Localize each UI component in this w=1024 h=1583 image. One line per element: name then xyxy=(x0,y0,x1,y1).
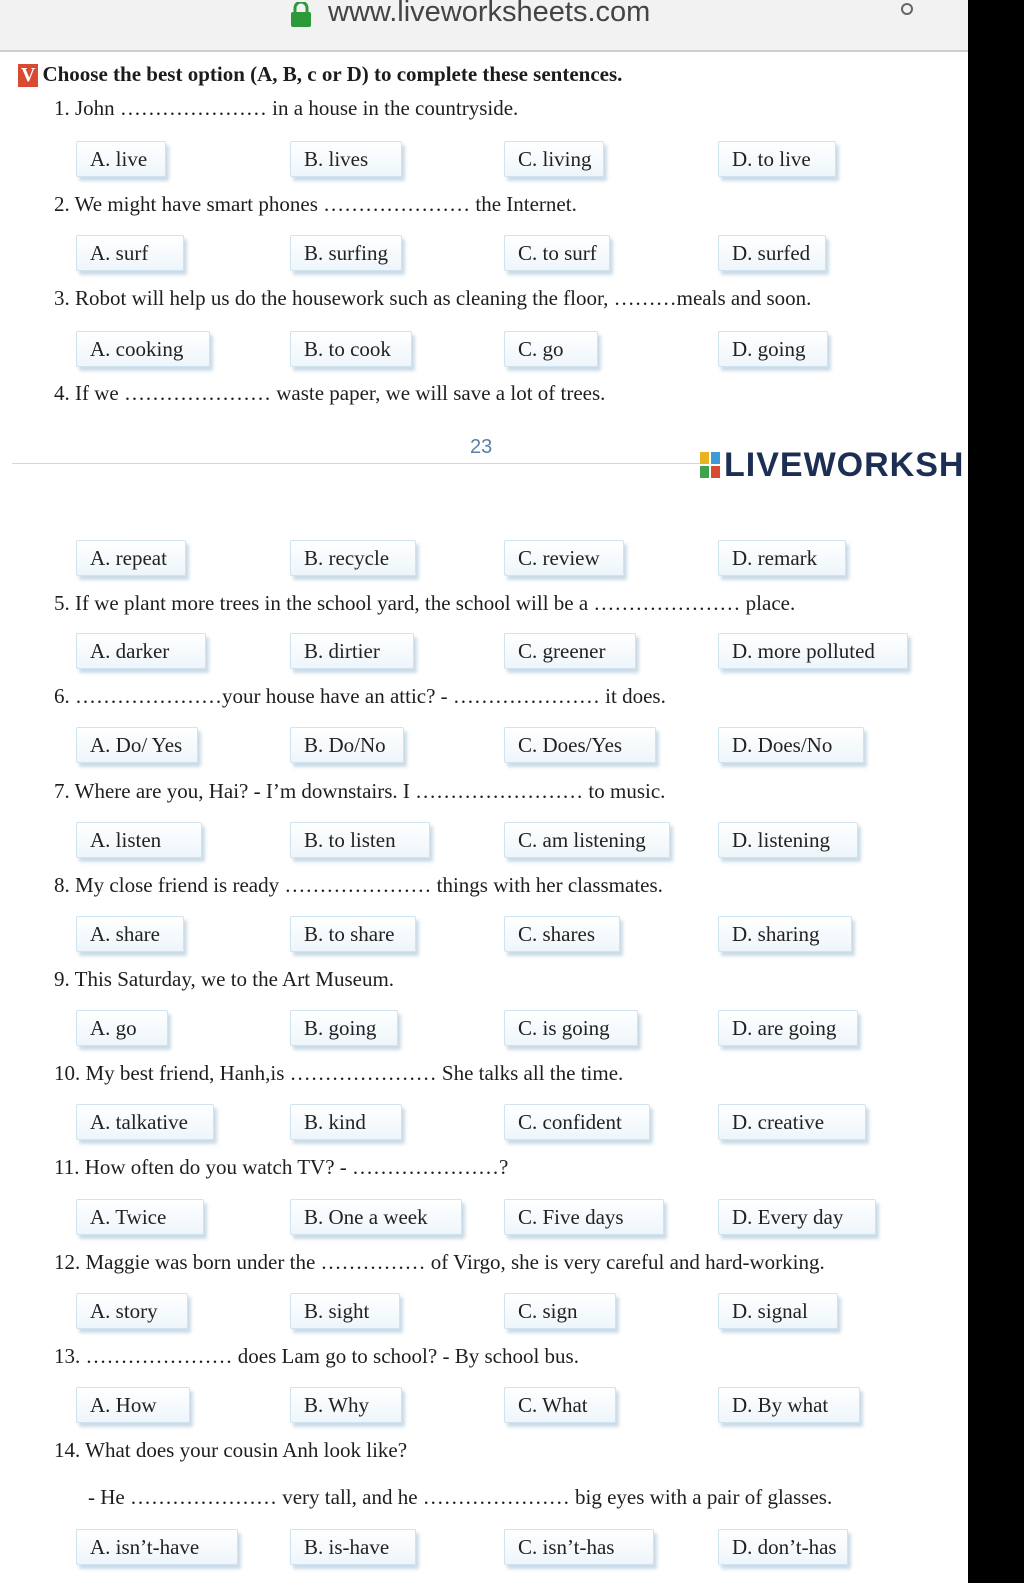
question-2-option-d[interactable]: D. surfed xyxy=(718,235,826,271)
question-10-option-b[interactable]: B. kind xyxy=(290,1104,402,1140)
lock-icon xyxy=(288,2,314,33)
question-5-option-b[interactable]: B. dirtier xyxy=(290,633,414,669)
question-10-option-c[interactable]: C. confident xyxy=(504,1104,650,1140)
question-3-option-c[interactable]: C. go xyxy=(504,331,598,367)
page-number: 23 xyxy=(470,436,493,458)
question-13-option-c[interactable]: C. What xyxy=(504,1387,616,1423)
section-number: V xyxy=(18,64,38,87)
question-14-line-2: - He ………………… very tall, and he ………………… big eyes with a pair of glasses. xyxy=(88,1485,833,1509)
question-7-option-c[interactable]: C. am listening xyxy=(504,822,670,858)
question-14-option-b[interactable]: B. is-have xyxy=(290,1529,416,1565)
question-5-option-d[interactable]: D. more polluted xyxy=(718,633,908,669)
question-10-option-d[interactable]: D. creative xyxy=(718,1104,866,1140)
question-6-option-c[interactable]: C. Does/Yes xyxy=(504,727,656,763)
question-6-option-b[interactable]: B. Do/No xyxy=(290,727,404,763)
question-13-option-d[interactable]: D. By what xyxy=(718,1387,860,1423)
question-3: 3. Robot will help us do the housework such as cleaning the floor, ………meals and soon. xyxy=(54,286,812,310)
question-13: 13. ………………… does Lam go to school? - By school bus. xyxy=(54,1344,579,1368)
question-14-option-c[interactable]: C. isn’t-has xyxy=(504,1529,654,1565)
question-4-option-d[interactable]: D. remark xyxy=(718,540,846,576)
question-14-option-a[interactable]: A. isn’t-have xyxy=(76,1529,238,1565)
question-3-option-d[interactable]: D. going xyxy=(718,331,828,367)
question-4: 4. If we ………………… waste paper, we will save a lot of trees. xyxy=(54,381,606,405)
question-5: 5. If we plant more trees in the school yard, the school will be a ………………… place. xyxy=(54,591,796,615)
question-1: 1. John ………………… in a house in the countryside. xyxy=(54,96,519,120)
question-1-option-d[interactable]: D. to live xyxy=(718,141,836,177)
question-11: 11. How often do you watch TV? - …………………? xyxy=(54,1155,509,1179)
question-8-option-c[interactable]: C. shares xyxy=(504,916,620,952)
question-9-option-d[interactable]: D. are going xyxy=(718,1010,858,1046)
page-divider xyxy=(12,463,702,464)
question-8: 8. My close friend is ready ………………… things with her classmates. xyxy=(54,873,663,897)
url-text[interactable]: www.liveworksheets.com xyxy=(328,0,651,28)
brand-banner xyxy=(700,446,964,485)
question-12-option-a[interactable]: A. story xyxy=(76,1293,188,1329)
question-9-option-c[interactable]: C. is going xyxy=(504,1010,638,1046)
question-5-option-c[interactable]: C. greener xyxy=(504,633,636,669)
section-instruction: Choose the best option (A, B, c or D) to complete these sentences. xyxy=(42,62,623,86)
question-11-option-b[interactable]: B. One a week xyxy=(290,1199,462,1235)
menu-dot-icon[interactable] xyxy=(901,3,913,15)
question-14: 14. What does your cousin Anh look like? xyxy=(54,1438,408,1462)
question-12-option-d[interactable]: D. signal xyxy=(718,1293,838,1329)
question-11-option-a[interactable]: A. Twice xyxy=(76,1199,204,1235)
question-9-option-a[interactable]: A. go xyxy=(76,1010,168,1046)
question-12-option-b[interactable]: B. sight xyxy=(290,1293,400,1329)
question-8-option-d[interactable]: D. sharing xyxy=(718,916,852,952)
question-11-option-d[interactable]: D. Every day xyxy=(718,1199,876,1235)
question-4-option-a[interactable]: A. repeat xyxy=(76,540,186,576)
question-4-option-c[interactable]: C. review xyxy=(504,540,624,576)
question-11-option-c[interactable]: C. Five days xyxy=(504,1199,664,1235)
question-7-option-b[interactable]: B. to listen xyxy=(290,822,430,858)
question-2: 2. We might have smart phones ………………… the Internet. xyxy=(54,192,577,216)
question-1-option-a[interactable]: A. live xyxy=(76,141,166,177)
question-4-option-b[interactable]: B. recycle xyxy=(290,540,416,576)
question-5-option-a[interactable]: A. darker xyxy=(76,633,206,669)
question-8-option-a[interactable]: A. share xyxy=(76,916,184,952)
question-6: 6. …………………your house have an attic? - ………………… it does. xyxy=(54,684,666,708)
question-12-option-c[interactable]: C. sign xyxy=(504,1293,616,1329)
question-9: 9. This Saturday, we to the Art Museum. xyxy=(54,967,395,991)
question-7: 7. Where are you, Hai? - I’m downstairs. I …………………… to music. xyxy=(54,779,666,803)
question-1-option-c[interactable]: C. living xyxy=(504,141,604,177)
question-2-option-b[interactable]: B. surfing xyxy=(290,235,402,271)
question-10-option-a[interactable]: A. talkative xyxy=(76,1104,214,1140)
question-2-option-a[interactable]: A. surf xyxy=(76,235,184,271)
question-7-option-a[interactable]: A. listen xyxy=(76,822,202,858)
screen-edge xyxy=(968,0,1024,1583)
question-13-option-b[interactable]: B. Why xyxy=(290,1387,402,1423)
question-3-option-b[interactable]: B. to cook xyxy=(290,331,412,367)
section-header xyxy=(18,62,622,87)
question-7-option-d[interactable]: D. listening xyxy=(718,822,858,858)
brand-text: LIVEWORKSH xyxy=(724,446,965,484)
liveworksheets-logo-icon xyxy=(700,452,720,478)
question-10: 10. My best friend, Hanh,is ………………… She talks all the time. xyxy=(54,1061,624,1085)
question-12: 12. Maggie was born under the …………… of Virgo, she is very careful and hard-working. xyxy=(54,1250,825,1274)
question-14-option-d[interactable]: D. don’t-has xyxy=(718,1529,848,1565)
question-2-option-c[interactable]: C. to surf xyxy=(504,235,610,271)
question-13-option-a[interactable]: A. How xyxy=(76,1387,190,1423)
browser-address-bar[interactable] xyxy=(0,0,968,52)
question-9-option-b[interactable]: B. going xyxy=(290,1010,398,1046)
question-6-option-d[interactable]: D. Does/No xyxy=(718,727,864,763)
question-1-option-b[interactable]: B. lives xyxy=(290,141,402,177)
question-6-option-a[interactable]: A. Do/ Yes xyxy=(76,727,198,763)
question-8-option-b[interactable]: B. to share xyxy=(290,916,416,952)
question-3-option-a[interactable]: A. cooking xyxy=(76,331,210,367)
